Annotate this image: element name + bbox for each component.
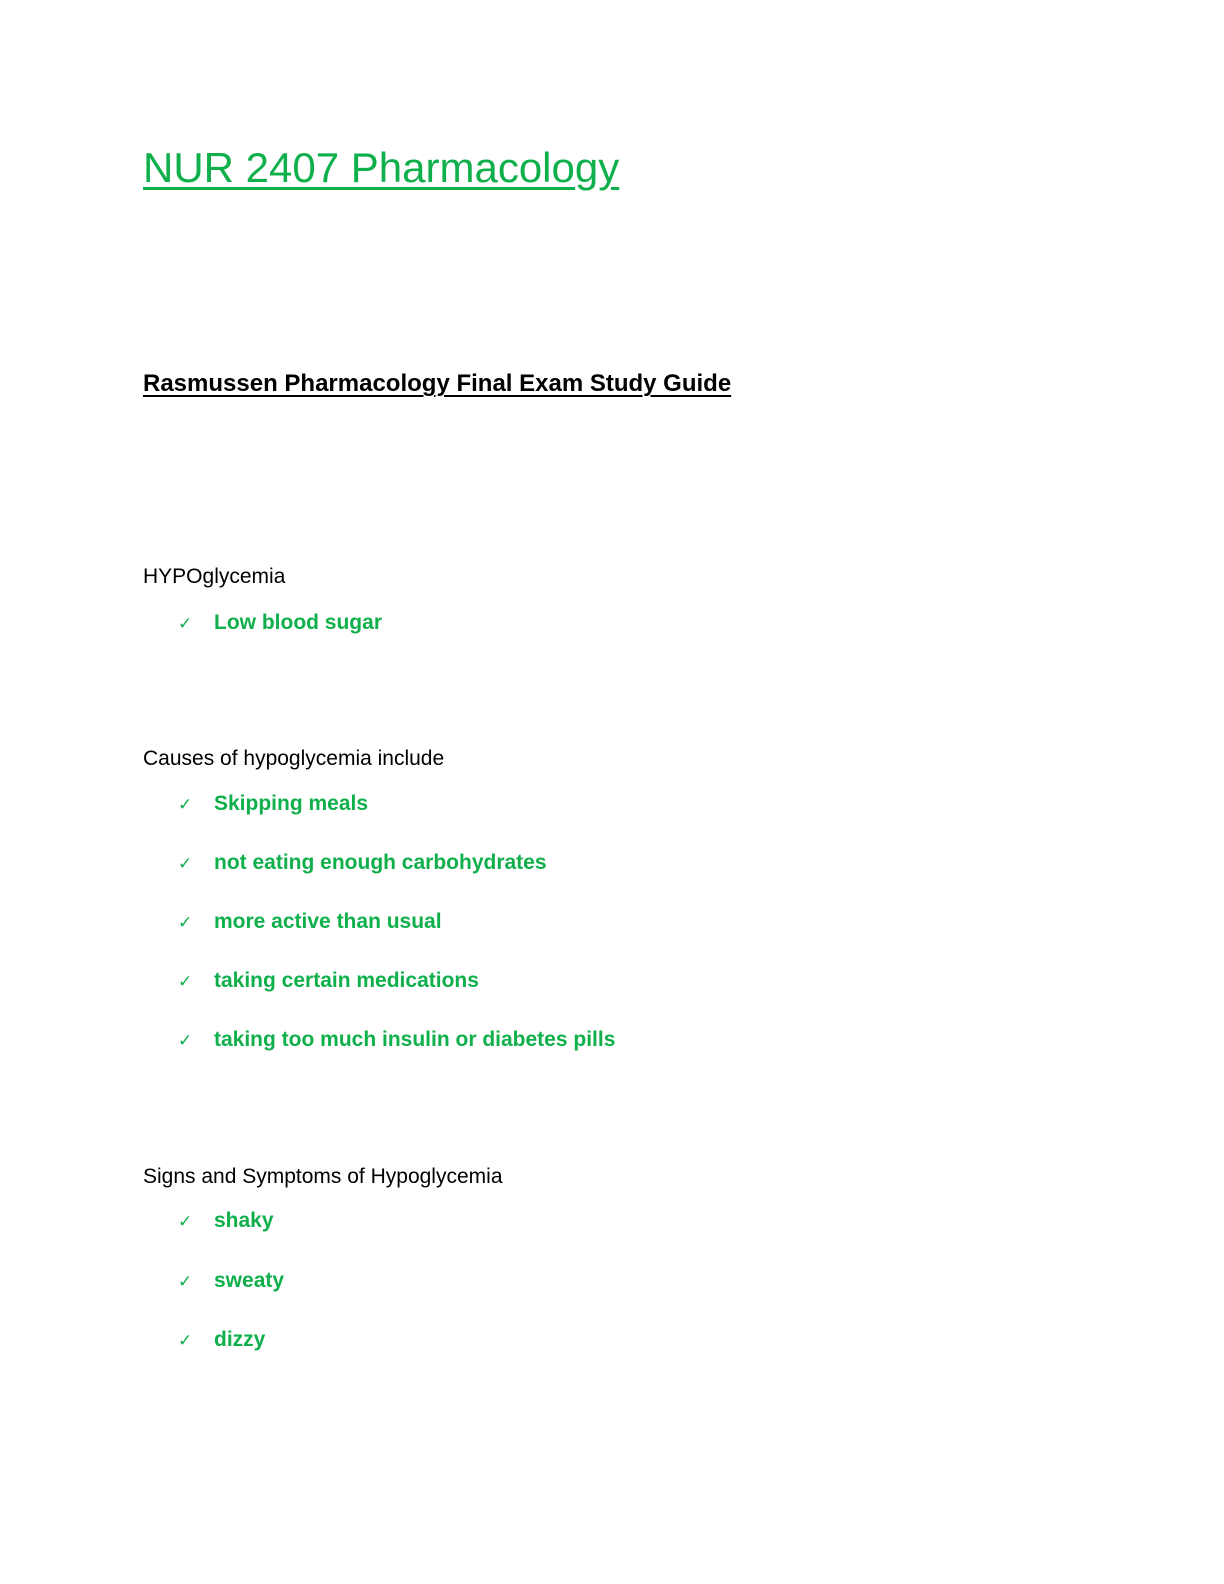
section-heading-hypoglycemia: HYPOglycemia — [143, 565, 286, 588]
document-subtitle: Rasmussen Pharmacology Final Exam Study Guide — [143, 370, 732, 397]
check-icon: ✓ — [178, 1031, 193, 1051]
list-item-text: more active than usual — [214, 910, 442, 933]
list-item — [178, 608, 382, 639]
list-item — [178, 848, 547, 879]
check-icon: ✓ — [178, 1212, 193, 1232]
list-item — [178, 789, 368, 820]
check-icon: ✓ — [178, 972, 193, 992]
list-item-text: taking too much insulin or diabetes pills — [214, 1028, 616, 1051]
list-item — [178, 1206, 274, 1237]
list-item-text: taking certain medications — [214, 969, 479, 992]
section-heading-signs-symptoms: Signs and Symptoms of Hypoglycemia — [143, 1165, 503, 1188]
list-item — [178, 1266, 284, 1297]
section-heading-causes: Causes of hypoglycemia include — [143, 747, 445, 770]
check-icon: ✓ — [178, 854, 193, 874]
list-item — [178, 966, 479, 997]
list-item-text: Skipping meals — [214, 792, 369, 815]
document-title: NUR 2407 Pharmacology — [143, 144, 620, 191]
list-item — [178, 907, 442, 938]
list-item-text: not eating enough carbohydrates — [214, 851, 547, 874]
check-icon: ✓ — [178, 795, 193, 815]
check-icon: ✓ — [178, 1331, 193, 1351]
check-icon: ✓ — [178, 614, 193, 634]
list-item — [178, 1325, 265, 1356]
list-item-text: dizzy — [214, 1328, 266, 1351]
check-icon: ✓ — [178, 1272, 193, 1292]
list-item-text: shaky — [214, 1209, 274, 1232]
list-item-text: sweaty — [214, 1269, 285, 1292]
list-item-text: Low blood sugar — [214, 611, 382, 634]
check-icon: ✓ — [178, 913, 193, 933]
list-item — [178, 1025, 615, 1056]
